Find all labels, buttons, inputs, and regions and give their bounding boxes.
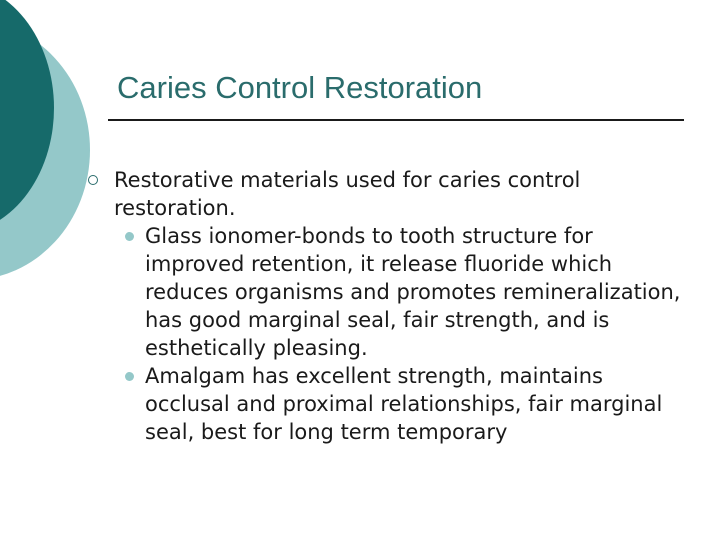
slide-title: Caries Control Restoration <box>117 70 483 105</box>
title-divider <box>108 119 684 121</box>
filled-circle-bullet-icon <box>125 372 134 381</box>
slide-body <box>114 166 694 446</box>
filled-circle-bullet-icon <box>125 232 134 241</box>
hollow-circle-bullet-icon <box>88 175 98 185</box>
bullet-text: Restorative materials used for caries control restoration. <box>114 168 581 220</box>
sub-bullet-text: Glass ionomer-bonds to tooth structure for improved retention, it release fluoride which reduces organisms and promotes remineralization, has good marginal seal, fair strength, and is esthetically pleasing. <box>145 224 681 360</box>
corner-circle-decoration <box>0 0 110 300</box>
sub-bullet-text: Amalgam has excellent strength, maintains occlusal and proximal relationships, fair marginal seal, best for long term temporary <box>145 364 663 444</box>
sub-bullet-item <box>145 222 694 362</box>
sub-bullet-item <box>145 362 694 446</box>
bullet-item <box>114 166 694 222</box>
